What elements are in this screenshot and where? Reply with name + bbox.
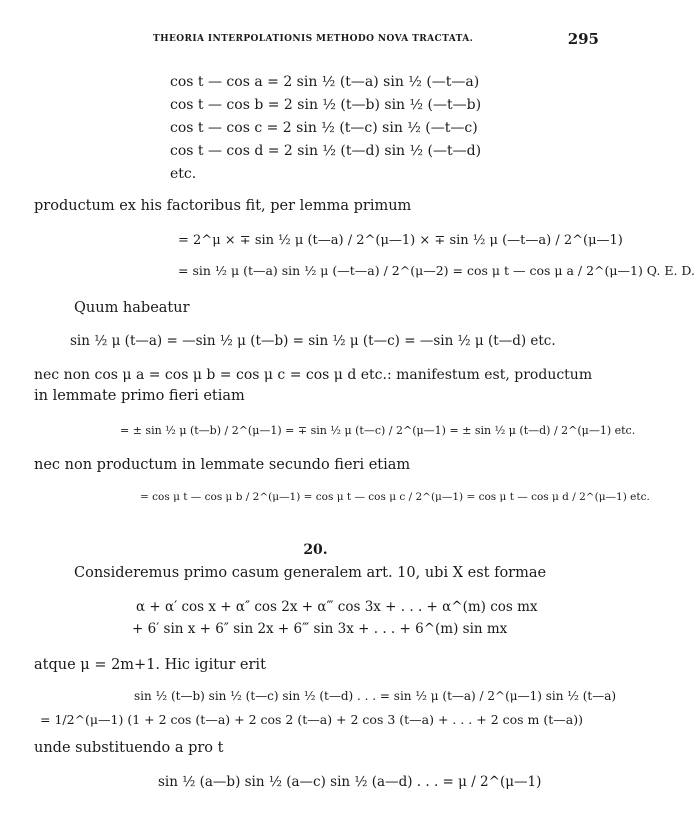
- equation-line: α + α′ cos x + α″ cos 2x + α‴ cos 3x + . . . + α^(m) cos mx: [136, 599, 538, 615]
- equation-line: + 6′ sin x + 6″ sin 2x + 6‴ sin 3x + . . . + 6^(m) sin mx: [132, 621, 508, 637]
- text-line: Consideremus primo casum generalem art. 10, ubi X est formae: [74, 565, 547, 581]
- equation-line: = 2^μ × ∓ sin ½ μ (t—a) / 2^(μ—1) × ∓ sin ½ μ (—t—a) / 2^(μ—1): [178, 233, 623, 248]
- page-number: 295: [567, 30, 599, 48]
- equation-line: cos t — cos a = 2 sin ½ (t—a) sin ½ (—t—a): [170, 74, 480, 90]
- equation-line: cos t — cos c = 2 sin ½ (t—c) sin ½ (—t—c): [170, 120, 478, 136]
- section-number: 20.: [303, 542, 328, 558]
- text-line: productum ex his factoribus fit, per lemma primum: [34, 198, 412, 214]
- text-line: in lemmate primo fieri etiam: [34, 388, 245, 404]
- equation-line: = 1/2^(μ—1) (1 + 2 cos (t—a) + 2 cos 2 (t—a) + 2 cos 3 (t—a) + . . . + 2 cos m (t—a)): [40, 712, 583, 727]
- equation-line: cos t — cos d = 2 sin ½ (t—d) sin ½ (—t—d): [170, 143, 482, 159]
- equation-line: sin ½ (a—b) sin ½ (a—c) sin ½ (a—d) . . . = μ / 2^(μ—1): [158, 774, 542, 790]
- text-line: nec non productum in lemmate secundo fieri etiam: [34, 457, 411, 473]
- text-line: etc.: [170, 166, 197, 182]
- equation-line: sin ½ (t—b) sin ½ (t—c) sin ½ (t—d) . . . = sin ½ μ (t—a) / 2^(μ—1) sin ½ (t—a): [134, 689, 617, 703]
- text-line: nec non cos μ a = cos μ b = cos μ c = cos μ d etc.: manifestum est, productum: [34, 367, 593, 383]
- equation-line: = sin ½ μ (t—a) sin ½ μ (—t—a) / 2^(μ—2) = cos μ t — cos μ a / 2^(μ—1) Q. E. D.: [178, 263, 695, 278]
- equation-line: = ± sin ½ μ (t—b) / 2^(μ—1) = ∓ sin ½ μ (t—c) / 2^(μ—1) = ± sin ½ μ (t—d) / 2^(μ—1) etc.: [120, 424, 636, 437]
- running-title: THEORIA INTERPOLATIONIS METHODO NOVA TRACTATA.: [153, 34, 474, 44]
- equation-line: cos t — cos b = 2 sin ½ (t—b) sin ½ (—t—b): [170, 97, 482, 113]
- text-line: atque μ = 2m+1. Hic igitur erit: [34, 657, 266, 673]
- text-line: unde substituendo a pro t: [34, 740, 224, 756]
- running-header: [0, 30, 631, 50]
- text-line: Quum habeatur: [74, 300, 190, 316]
- equation-line: = cos μ t — cos μ b / 2^(μ—1) = cos μ t — cos μ c / 2^(μ—1) = cos μ t — cos μ d / 2^(μ—1) etc.: [140, 491, 650, 503]
- equation-line: sin ½ μ (t—a) = —sin ½ μ (t—b) = sin ½ μ (t—c) = —sin ½ μ (t—d) etc.: [70, 333, 556, 349]
